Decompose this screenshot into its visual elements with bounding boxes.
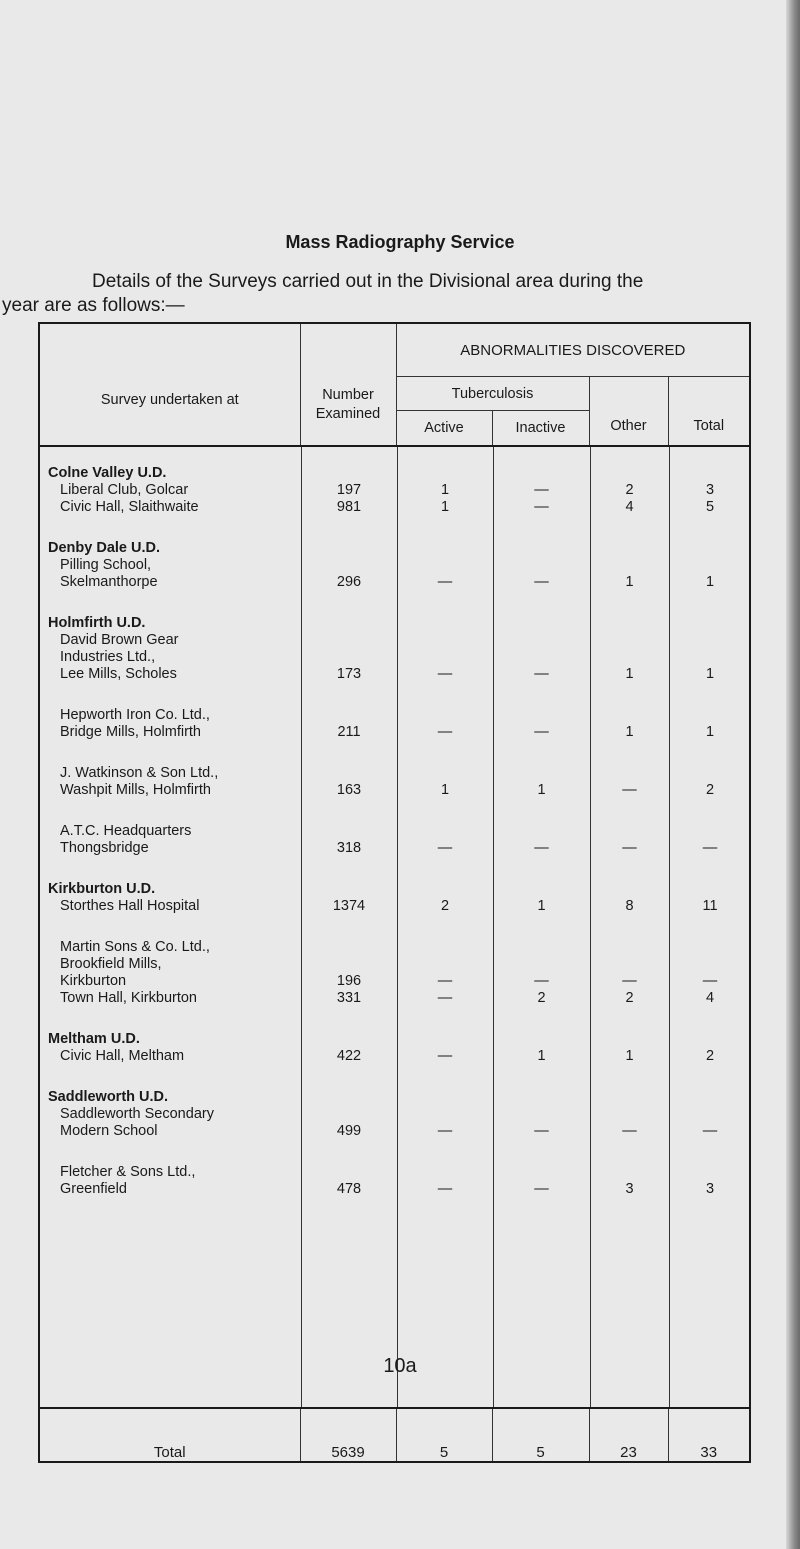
cell-active: — xyxy=(437,574,453,590)
totals-other: 23 xyxy=(589,1408,668,1462)
survey-label: Industries Ltd., xyxy=(60,649,156,665)
intro-paragraph xyxy=(2,270,764,318)
table-row xyxy=(40,1181,751,1198)
cell-other: 1 xyxy=(625,574,634,590)
cell-total: 5 xyxy=(705,499,715,515)
table-row xyxy=(40,973,751,990)
header-other: Other xyxy=(589,377,668,447)
table-row xyxy=(40,1106,751,1123)
cell-total: 2 xyxy=(705,782,715,798)
table-group-header xyxy=(40,615,751,632)
cell-active: — xyxy=(437,1123,453,1139)
table-row xyxy=(40,574,751,591)
group-label: Denby Dale U.D. xyxy=(48,540,160,556)
cell-active: — xyxy=(437,724,453,740)
survey-label: Saddleworth Secondary xyxy=(60,1106,214,1122)
cell-other: 1 xyxy=(625,724,634,740)
cell-active: — xyxy=(437,840,453,856)
survey-label: Storthes Hall Hospital xyxy=(60,898,200,914)
table-row xyxy=(40,1164,751,1181)
group-label: Colne Valley U.D. xyxy=(48,465,167,481)
intro-line-1: Details of the Surveys carried out in the Divisional area during the xyxy=(92,271,644,292)
cell-total: 4 xyxy=(705,990,715,1006)
cell-inactive: — xyxy=(534,482,549,498)
table-row xyxy=(40,956,751,973)
cell-number: 173 xyxy=(336,666,362,682)
cell-other: 2 xyxy=(625,990,634,1006)
cell-active: 2 xyxy=(440,898,450,914)
cell-total: 11 xyxy=(702,898,718,914)
table-group-header xyxy=(40,881,751,898)
table-group-header xyxy=(40,1031,751,1048)
cell-inactive: — xyxy=(534,840,549,856)
table-row xyxy=(40,939,751,956)
group-label: Saddleworth U.D. xyxy=(48,1089,169,1105)
survey-label: Washpit Mills, Holmfirth xyxy=(60,782,211,798)
table-row xyxy=(40,724,751,741)
survey-label: Civic Hall, Slaithwaite xyxy=(60,499,199,515)
cell-total: 1 xyxy=(705,574,715,590)
group-label: Kirkburton U.D. xyxy=(48,881,156,897)
cell-other: 2 xyxy=(625,482,634,498)
totals-total: 33 xyxy=(668,1408,750,1462)
table-row xyxy=(40,782,751,799)
cell-inactive: 1 xyxy=(537,898,546,914)
survey-label: Civic Hall, Meltham xyxy=(60,1048,185,1064)
header-inactive: Inactive xyxy=(492,411,589,447)
cell-number: 211 xyxy=(337,724,361,740)
table-row xyxy=(40,990,751,1007)
header-number-text: Number Examined xyxy=(315,386,381,422)
table-group-header xyxy=(40,1089,751,1106)
cell-active: — xyxy=(437,990,453,1006)
cell-inactive: 2 xyxy=(537,990,546,1006)
cell-total: 3 xyxy=(705,1181,715,1197)
header-active: Active xyxy=(396,411,492,447)
group-label: Meltham U.D. xyxy=(48,1031,140,1047)
survey-label: Pilling School, xyxy=(60,557,152,573)
header-number xyxy=(300,323,396,446)
table-row xyxy=(40,649,751,666)
cell-inactive: — xyxy=(534,1181,549,1197)
table-row xyxy=(40,1048,751,1065)
table-row xyxy=(40,765,751,782)
cell-inactive: — xyxy=(534,574,549,590)
group-label: Holmfirth U.D. xyxy=(48,615,146,631)
survey-label: Bridge Mills, Holmfirth xyxy=(60,724,201,740)
table-row xyxy=(40,482,751,499)
cell-number: 331 xyxy=(336,990,362,1006)
cell-inactive: — xyxy=(534,973,549,989)
cell-active: 1 xyxy=(440,499,450,515)
survey-label: David Brown Gear xyxy=(60,632,179,648)
totals-inactive: 5 xyxy=(492,1408,589,1462)
cell-other: — xyxy=(622,973,637,989)
totals-label: Total xyxy=(39,1408,300,1462)
cell-total: — xyxy=(702,840,718,856)
survey-label: Kirkburton xyxy=(60,973,127,989)
cell-total: 2 xyxy=(705,1048,715,1064)
table-group-header xyxy=(40,465,751,482)
header-abnormalities: ABNORMALITIES DISCOVERED xyxy=(396,323,750,377)
totals-number: 5639 xyxy=(300,1408,396,1462)
cell-total: 3 xyxy=(705,482,715,498)
cell-total: 1 xyxy=(705,724,715,740)
table-row xyxy=(40,1123,751,1140)
cell-number: 478 xyxy=(336,1181,362,1197)
survey-label: Modern School xyxy=(60,1123,158,1139)
cell-inactive: 1 xyxy=(537,782,546,798)
table-body-rows xyxy=(40,447,749,1407)
cell-other: — xyxy=(622,840,637,856)
cell-other: 8 xyxy=(625,898,634,914)
cell-active: — xyxy=(437,1048,453,1064)
header-total: Total xyxy=(668,377,750,447)
survey-label: A.T.C. Headquarters xyxy=(60,823,192,839)
cell-other: 4 xyxy=(625,499,634,515)
survey-label: Fletcher & Sons Ltd., xyxy=(60,1164,196,1180)
table-row xyxy=(40,898,751,915)
survey-label: Brookfield Mills, xyxy=(60,956,162,972)
survey-label: Thongsbridge xyxy=(60,840,149,856)
survey-label: J. Watkinson & Son Ltd., xyxy=(60,765,219,781)
cell-other: 1 xyxy=(625,666,634,682)
cell-number: 296 xyxy=(336,574,362,590)
totals-active: 5 xyxy=(396,1408,492,1462)
table-group-header xyxy=(40,540,751,557)
table-row xyxy=(40,823,751,840)
intro-line-2: year are as follows:— xyxy=(2,295,185,316)
cell-total: 1 xyxy=(705,666,715,682)
page-number: 10a xyxy=(383,1355,417,1377)
survey-label: Greenfield xyxy=(60,1181,127,1197)
cell-number: 318 xyxy=(336,840,362,856)
cell-inactive: — xyxy=(534,666,549,682)
cell-number: 197 xyxy=(336,482,362,498)
cell-other: — xyxy=(622,1123,637,1139)
cell-active: — xyxy=(437,1181,453,1197)
survey-label: Hepworth Iron Co. Ltd., xyxy=(60,707,210,723)
cell-total: — xyxy=(702,973,718,989)
cell-inactive: — xyxy=(534,499,549,515)
cell-number: 499 xyxy=(336,1123,362,1139)
cell-number: 163 xyxy=(336,782,362,798)
header-survey: Survey undertaken at xyxy=(100,391,239,408)
table-row xyxy=(40,840,751,857)
cell-other: 3 xyxy=(625,1181,634,1197)
cell-active: — xyxy=(437,666,453,682)
cell-other: 1 xyxy=(625,1048,634,1064)
survey-label: Lee Mills, Scholes xyxy=(60,666,177,682)
cell-number: 1374 xyxy=(332,898,366,914)
cell-inactive: — xyxy=(534,1123,549,1139)
cell-number: 422 xyxy=(336,1048,362,1064)
survey-table xyxy=(38,322,751,1463)
table-row xyxy=(40,499,751,516)
table-body xyxy=(39,446,750,1408)
survey-label: Town Hall, Kirkburton xyxy=(60,990,197,1006)
cell-other: — xyxy=(622,782,637,798)
survey-label: Liberal Club, Golcar xyxy=(60,482,189,498)
survey-label: Skelmanthorpe xyxy=(60,574,158,590)
table-row xyxy=(40,666,751,683)
table-row xyxy=(40,557,751,574)
cell-inactive: — xyxy=(534,724,549,740)
cell-active: 1 xyxy=(440,482,450,498)
table-row xyxy=(40,632,751,649)
cell-active: — xyxy=(437,973,453,989)
table-row xyxy=(40,707,751,724)
cell-number: 981 xyxy=(336,499,362,515)
cell-active: 1 xyxy=(440,782,450,798)
cell-number: 196 xyxy=(336,973,362,989)
cell-total: — xyxy=(702,1123,718,1139)
header-tuberculosis: Tuberculosis xyxy=(396,377,589,411)
cell-inactive: 1 xyxy=(537,1048,546,1064)
survey-label: Martin Sons & Co. Ltd., xyxy=(60,939,210,955)
page-title: Mass Radiography Service xyxy=(285,232,515,252)
